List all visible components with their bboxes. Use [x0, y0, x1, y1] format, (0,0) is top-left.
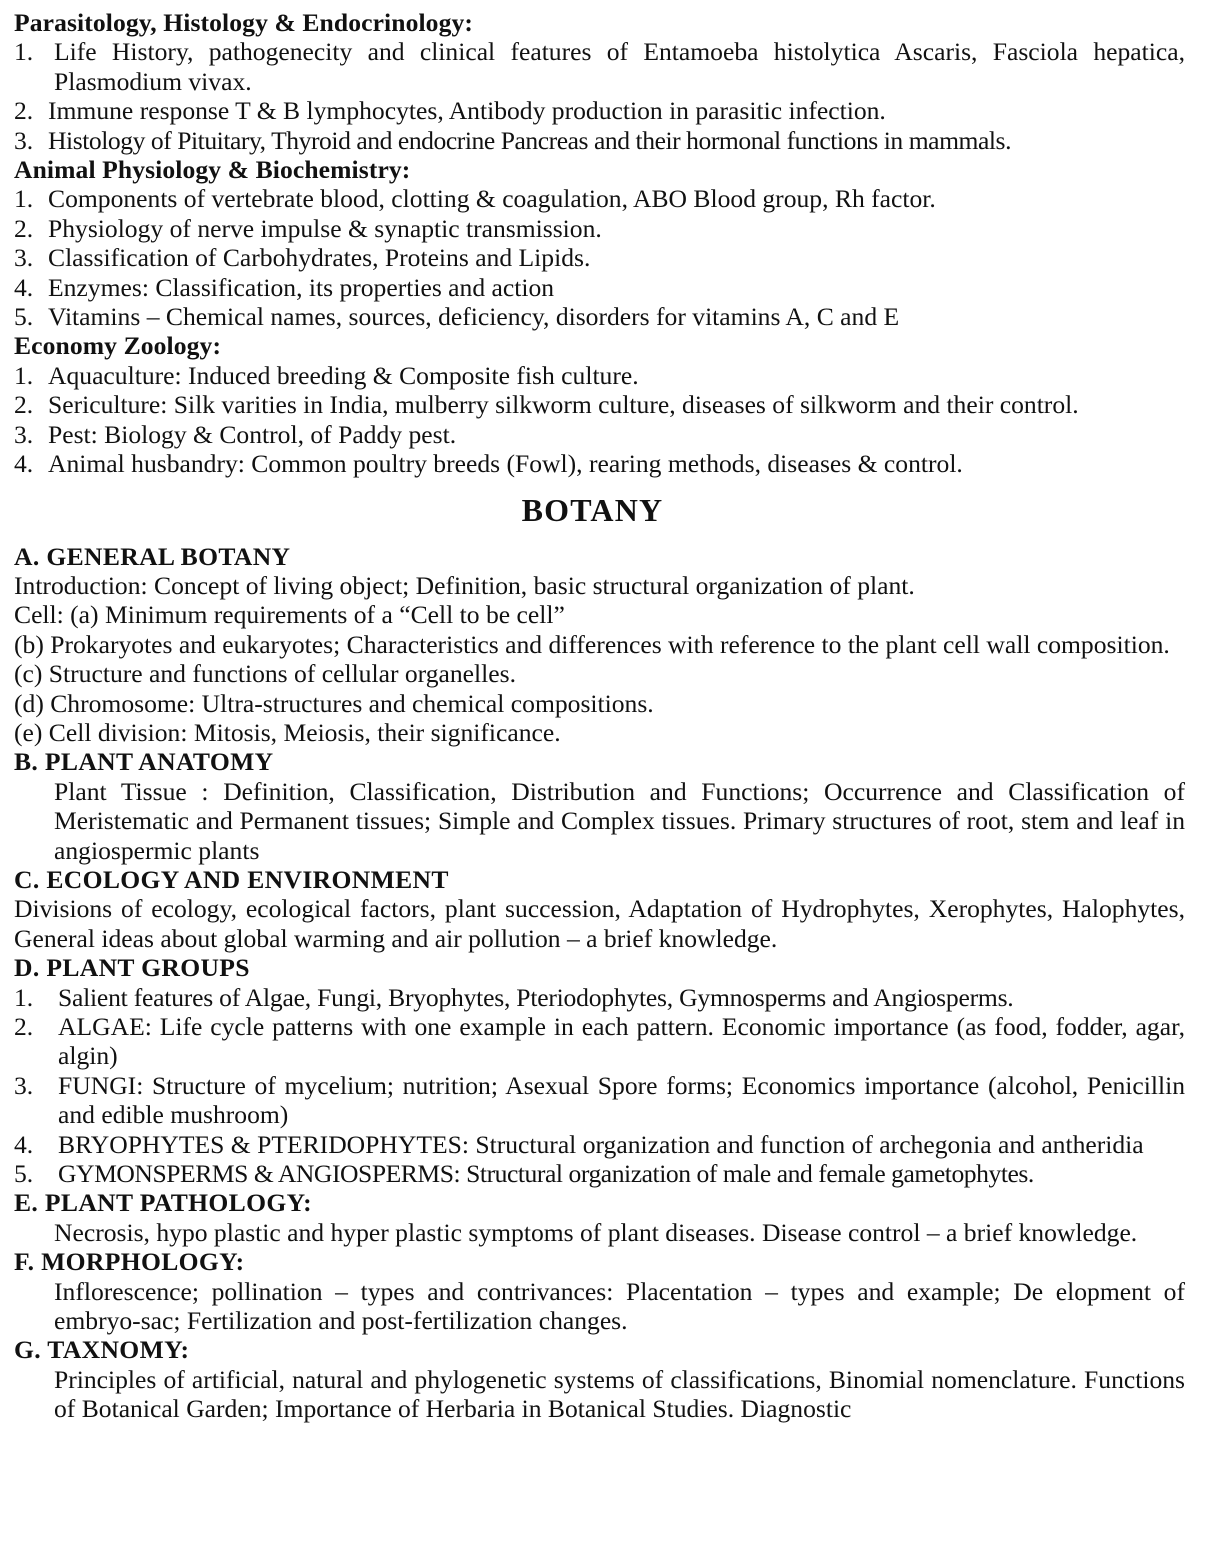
- list-number: 4.: [14, 1129, 34, 1159]
- list-text: Physiology of nerve impulse & synaptic transmission.: [48, 213, 602, 243]
- section-heading-plant-anatomy: B. PLANT ANATOMY: [14, 747, 274, 777]
- list-item: [14, 184, 1185, 213]
- list-number: 1.: [14, 982, 34, 1012]
- list-text: ALGAE: Life cycle patterns with one example in each pattern. Economic importance (as food, fodder, agar, algin): [58, 1012, 1185, 1071]
- list-text: Vitamins – Chemical names, sources, deficiency, disorders for vitamins A, C and E: [48, 302, 900, 332]
- list-number: 4.: [14, 272, 34, 302]
- list-item: [14, 96, 1185, 125]
- section-heading-parasitology: Parasitology, Histology & Endocrinology:: [14, 8, 474, 37]
- general-botany-cell-d: (d) Chromosome: Ultra-structures and chemical compositions.: [14, 688, 654, 718]
- list-number: 3.: [14, 125, 34, 155]
- list-text: Components of vertebrate blood, clotting & coagulation, ABO Blood group, Rh factor.: [48, 184, 936, 214]
- list-item: [14, 37, 1185, 96]
- page-title: BOTANY: [521, 491, 664, 528]
- list-number: 3.: [14, 1070, 34, 1100]
- list-item: [14, 1071, 1185, 1130]
- list-text: Immune response T & B lymphocytes, Antibody production in parasitic infection.: [48, 96, 886, 126]
- list-text: FUNGI: Structure of mycelium; nutrition; Asexual Spore forms; Economics importance (alcohol, Penicillin and edible mushroom): [58, 1070, 1185, 1130]
- list-text: Histology of Pituitary, Thyroid and endocrine Pancreas and their hormonal functions in mammals.: [48, 125, 1012, 155]
- list-text: Sericulture: Silk varities in India, mulberry silkworm culture, diseases of silkworm and their control.: [48, 390, 1079, 420]
- list-number: 3.: [14, 243, 34, 273]
- list-item: [14, 1159, 1185, 1188]
- general-botany-cell-b: [14, 630, 1185, 659]
- section-heading-plant-groups: D. PLANT GROUPS: [14, 953, 250, 983]
- section-heading-ecology: C. ECOLOGY AND ENVIRONMENT: [14, 864, 449, 894]
- list-number: 2.: [14, 213, 34, 243]
- list-item: [14, 1012, 1185, 1071]
- general-botany-intro: Introduction: Concept of living object; Definition, basic structural organization of plant.: [14, 570, 915, 600]
- list-item: [14, 126, 1185, 155]
- list-text: Pest: Biology & Control, of Paddy pest.: [48, 419, 457, 449]
- list-item: [14, 983, 1185, 1012]
- general-botany-cell-a: Cell: (a) Minimum requirements of a “Cell to be cell”: [14, 600, 565, 630]
- section-heading-animal-physiology: Animal Physiology & Biochemistry:: [14, 155, 411, 185]
- list-item: [14, 302, 1185, 331]
- list-text: Enzymes: Classification, its properties and action: [48, 272, 555, 302]
- list-text: Life History, pathogenecity and clinical features of Entamoeba histolytica Ascaris, Fasciola hepatica, Plasmodium vivax.: [54, 37, 1185, 96]
- list-number: 5.: [14, 1159, 34, 1189]
- list-item: [14, 214, 1185, 243]
- plant-anatomy-body: Plant Tissue : Definition, Classification, Distribution and Functions; Occurrence and Classification of Meristematic and Permanent tissues; Simple and Complex tissues. Primary structures of root, stem and leaf in angiospermic plants: [54, 776, 1185, 865]
- list-number: 5.: [14, 302, 34, 332]
- list-text: Salient features of Algae, Fungi, Bryophytes, Pteriodophytes, Gymnosperms and Angiosperms.: [58, 982, 1014, 1012]
- list-item: [14, 390, 1185, 419]
- ecology-body: Divisions of ecology, ecological factors, plant succession, Adaptation of Hydrophytes, Xerophytes, Halophytes, General ideas about global warming and air pollution – a brief knowledge.: [14, 894, 1185, 953]
- general-botany-cell-e: (e) Cell division: Mitosis, Meiosis, their significance.: [14, 717, 561, 747]
- list-text: Aquaculture: Induced breeding & Composite fish culture.: [48, 360, 639, 390]
- list-number: 2.: [14, 1012, 34, 1041]
- list-item: [14, 420, 1185, 449]
- general-botany-cell-b-text: (b) Prokaryotes and eukaryotes; Characteristics and differences with reference to the plant cell wall composition.: [14, 629, 1170, 659]
- list-item: [14, 1130, 1185, 1159]
- list-text: BRYOPHYTES & PTERIDOPHYTES: Structural organization and function of archegonia and antheridia: [58, 1129, 1144, 1159]
- list-number: 3.: [14, 419, 34, 449]
- list-item: [14, 449, 1185, 478]
- list-item: [14, 273, 1185, 302]
- morphology-body: Inflorescence; pollination – types and contrivances: Placentation – types and example; De elopment of embryo-sac; Fertilization and post-fertilization changes.: [54, 1276, 1185, 1336]
- list-number: 2.: [14, 96, 34, 126]
- list-item: [14, 243, 1185, 272]
- list-text: GYMONSPERMS & ANGIOSPERMS: Structural organization of male and female gametophytes.: [58, 1159, 1034, 1189]
- section-heading-plant-pathology: E. PLANT PATHOLOGY:: [14, 1188, 312, 1218]
- list-text: Classification of Carbohydrates, Proteins and Lipids.: [48, 243, 591, 273]
- list-number: 1.: [14, 37, 34, 67]
- list-number: 1.: [14, 360, 34, 390]
- plant-pathology-body: Necrosis, hypo plastic and hyper plastic symptoms of plant diseases. Disease control – a brief knowledge.: [54, 1217, 1138, 1247]
- general-botany-cell-c: (c) Structure and functions of cellular organelles.: [14, 659, 516, 689]
- list-number: 1.: [14, 184, 34, 214]
- list-item: [14, 361, 1185, 390]
- list-number: 4.: [14, 449, 34, 479]
- section-heading-taxonomy: G. TAXNOMY:: [14, 1335, 190, 1365]
- section-heading-morphology: F. MORPHOLOGY:: [14, 1247, 245, 1277]
- list-text: Animal husbandry: Common poultry breeds (Fowl), rearing methods, diseases & control.: [48, 449, 963, 479]
- taxonomy-body: Principles of artificial, natural and phylogenetic systems of classifications, Binomial nomenclature. Functions of Botanical Garden; Importance of Herbaria in Botanical Studies. Diagnostic: [54, 1364, 1185, 1424]
- list-number: 2.: [14, 390, 34, 420]
- section-heading-economy-zoology: Economy Zoology:: [14, 331, 222, 361]
- section-heading-general-botany: A. GENERAL BOTANY: [14, 541, 291, 571]
